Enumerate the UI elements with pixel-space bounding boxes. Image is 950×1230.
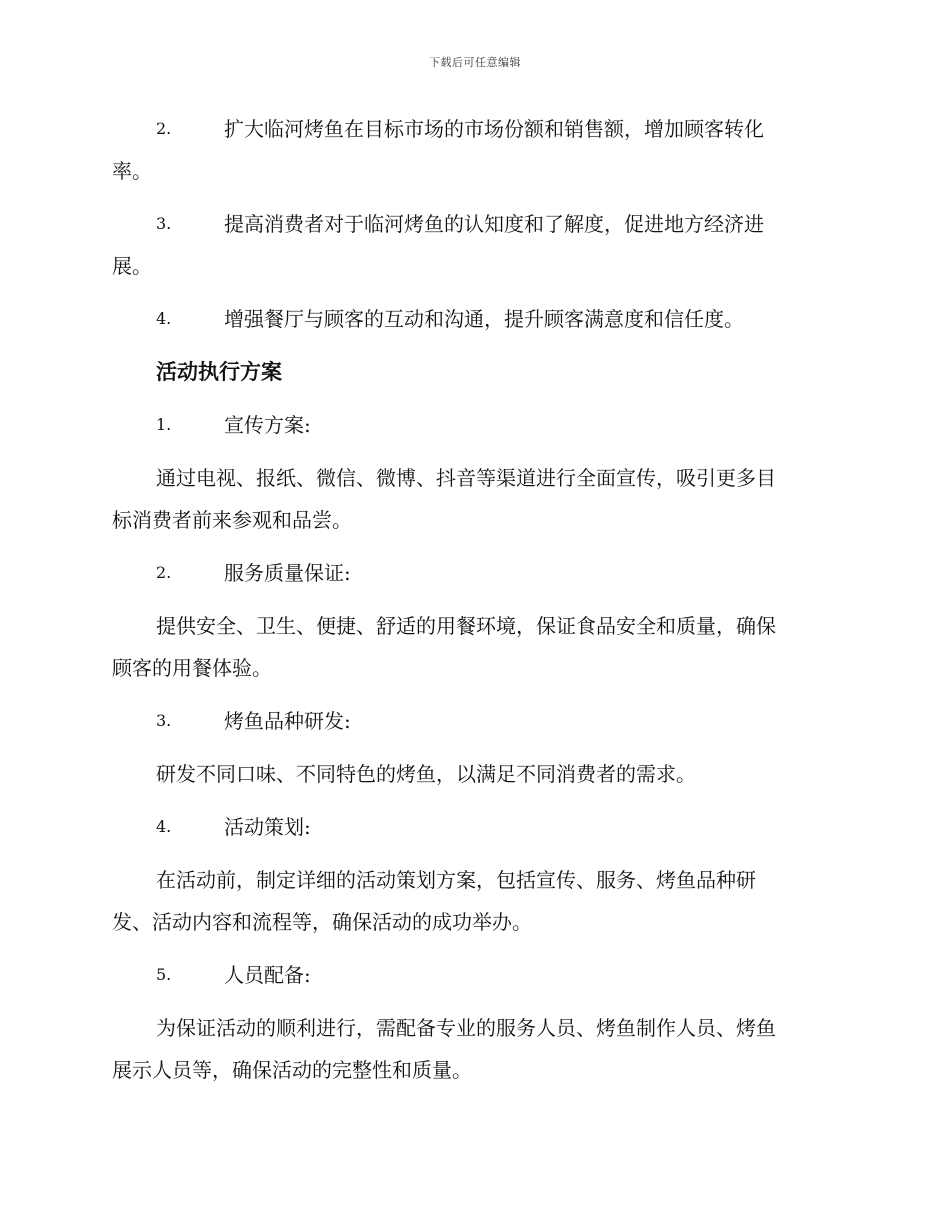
plan-description-1 [112, 457, 834, 541]
plan-item-3 [112, 700, 834, 742]
plan-desc-line1: 在活动前，制定详细的活动策划方案，包括宣传、服务、烤鱼品种研 [156, 868, 756, 892]
document-body [112, 108, 834, 1102]
plan-number: 3. [156, 711, 172, 730]
plan-description-4 [112, 859, 834, 943]
plan-number: 1. [156, 415, 172, 434]
goal-number: 3. [156, 214, 172, 233]
goal-number: 4. [156, 309, 172, 328]
header-note: 下载后可任意编辑 [429, 56, 521, 69]
plan-desc-line2: 顾客的用餐体验。 [112, 656, 272, 680]
plan-desc-line2: 标消费者前来参观和品尝。 [112, 508, 352, 532]
plan-title: 服务质量保证: [224, 561, 351, 585]
goal-text-line1: 增强餐厅与顾客的互动和沟通，提升顾客满意度和信任度。 [224, 307, 744, 331]
plan-number: 5. [156, 965, 172, 984]
plan-description-3 [112, 753, 834, 795]
plan-description-5 [112, 1007, 834, 1091]
plan-item-1 [112, 404, 834, 446]
goal-item-3 [112, 203, 834, 287]
plan-desc-line2: 展示人员等，确保活动的完整性和质量。 [112, 1058, 472, 1082]
plan-number: 2. [156, 563, 172, 582]
goal-text-line1: 提高消费者对于临河烤鱼的认知度和了解度，促进地方经济进 [224, 212, 764, 236]
plan-title: 烤鱼品种研发: [224, 709, 351, 733]
plan-number: 4. [156, 817, 172, 836]
plan-desc-line1: 提供安全、卫生、便捷、舒适的用餐环境，保证食品安全和质量，确保 [156, 614, 776, 638]
plan-title: 人员配备: [224, 963, 311, 987]
plan-desc-line1: 为保证活动的顺利进行，需配备专业的服务人员、烤鱼制作人员、烤鱼 [156, 1016, 776, 1040]
plan-description-2 [112, 605, 834, 689]
goal-text-line2: 率。 [112, 159, 152, 183]
plan-title: 宣传方案: [224, 413, 311, 437]
section-heading: 活动执行方案 [156, 360, 282, 384]
goal-text-line1: 扩大临河烤鱼在目标市场的市场份额和销售额，增加顾客转化 [224, 117, 764, 141]
plan-title: 活动策划: [224, 815, 311, 839]
goal-item-4 [112, 298, 834, 340]
plan-item-5 [112, 954, 834, 996]
plan-desc-line2: 发、活动内容和流程等，确保活动的成功举办。 [112, 910, 532, 934]
plan-desc-line1: 通过电视、报纸、微信、微博、抖音等渠道进行全面宣传，吸引更多目 [156, 466, 776, 490]
goal-text-line2: 展。 [112, 254, 152, 278]
plan-desc-line1: 研发不同口味、不同特色的烤鱼，以满足不同消费者的需求。 [156, 762, 696, 786]
goal-number: 2. [156, 119, 172, 138]
plan-item-2 [112, 552, 834, 594]
plan-item-4 [112, 806, 834, 848]
goal-item-2 [112, 108, 834, 192]
